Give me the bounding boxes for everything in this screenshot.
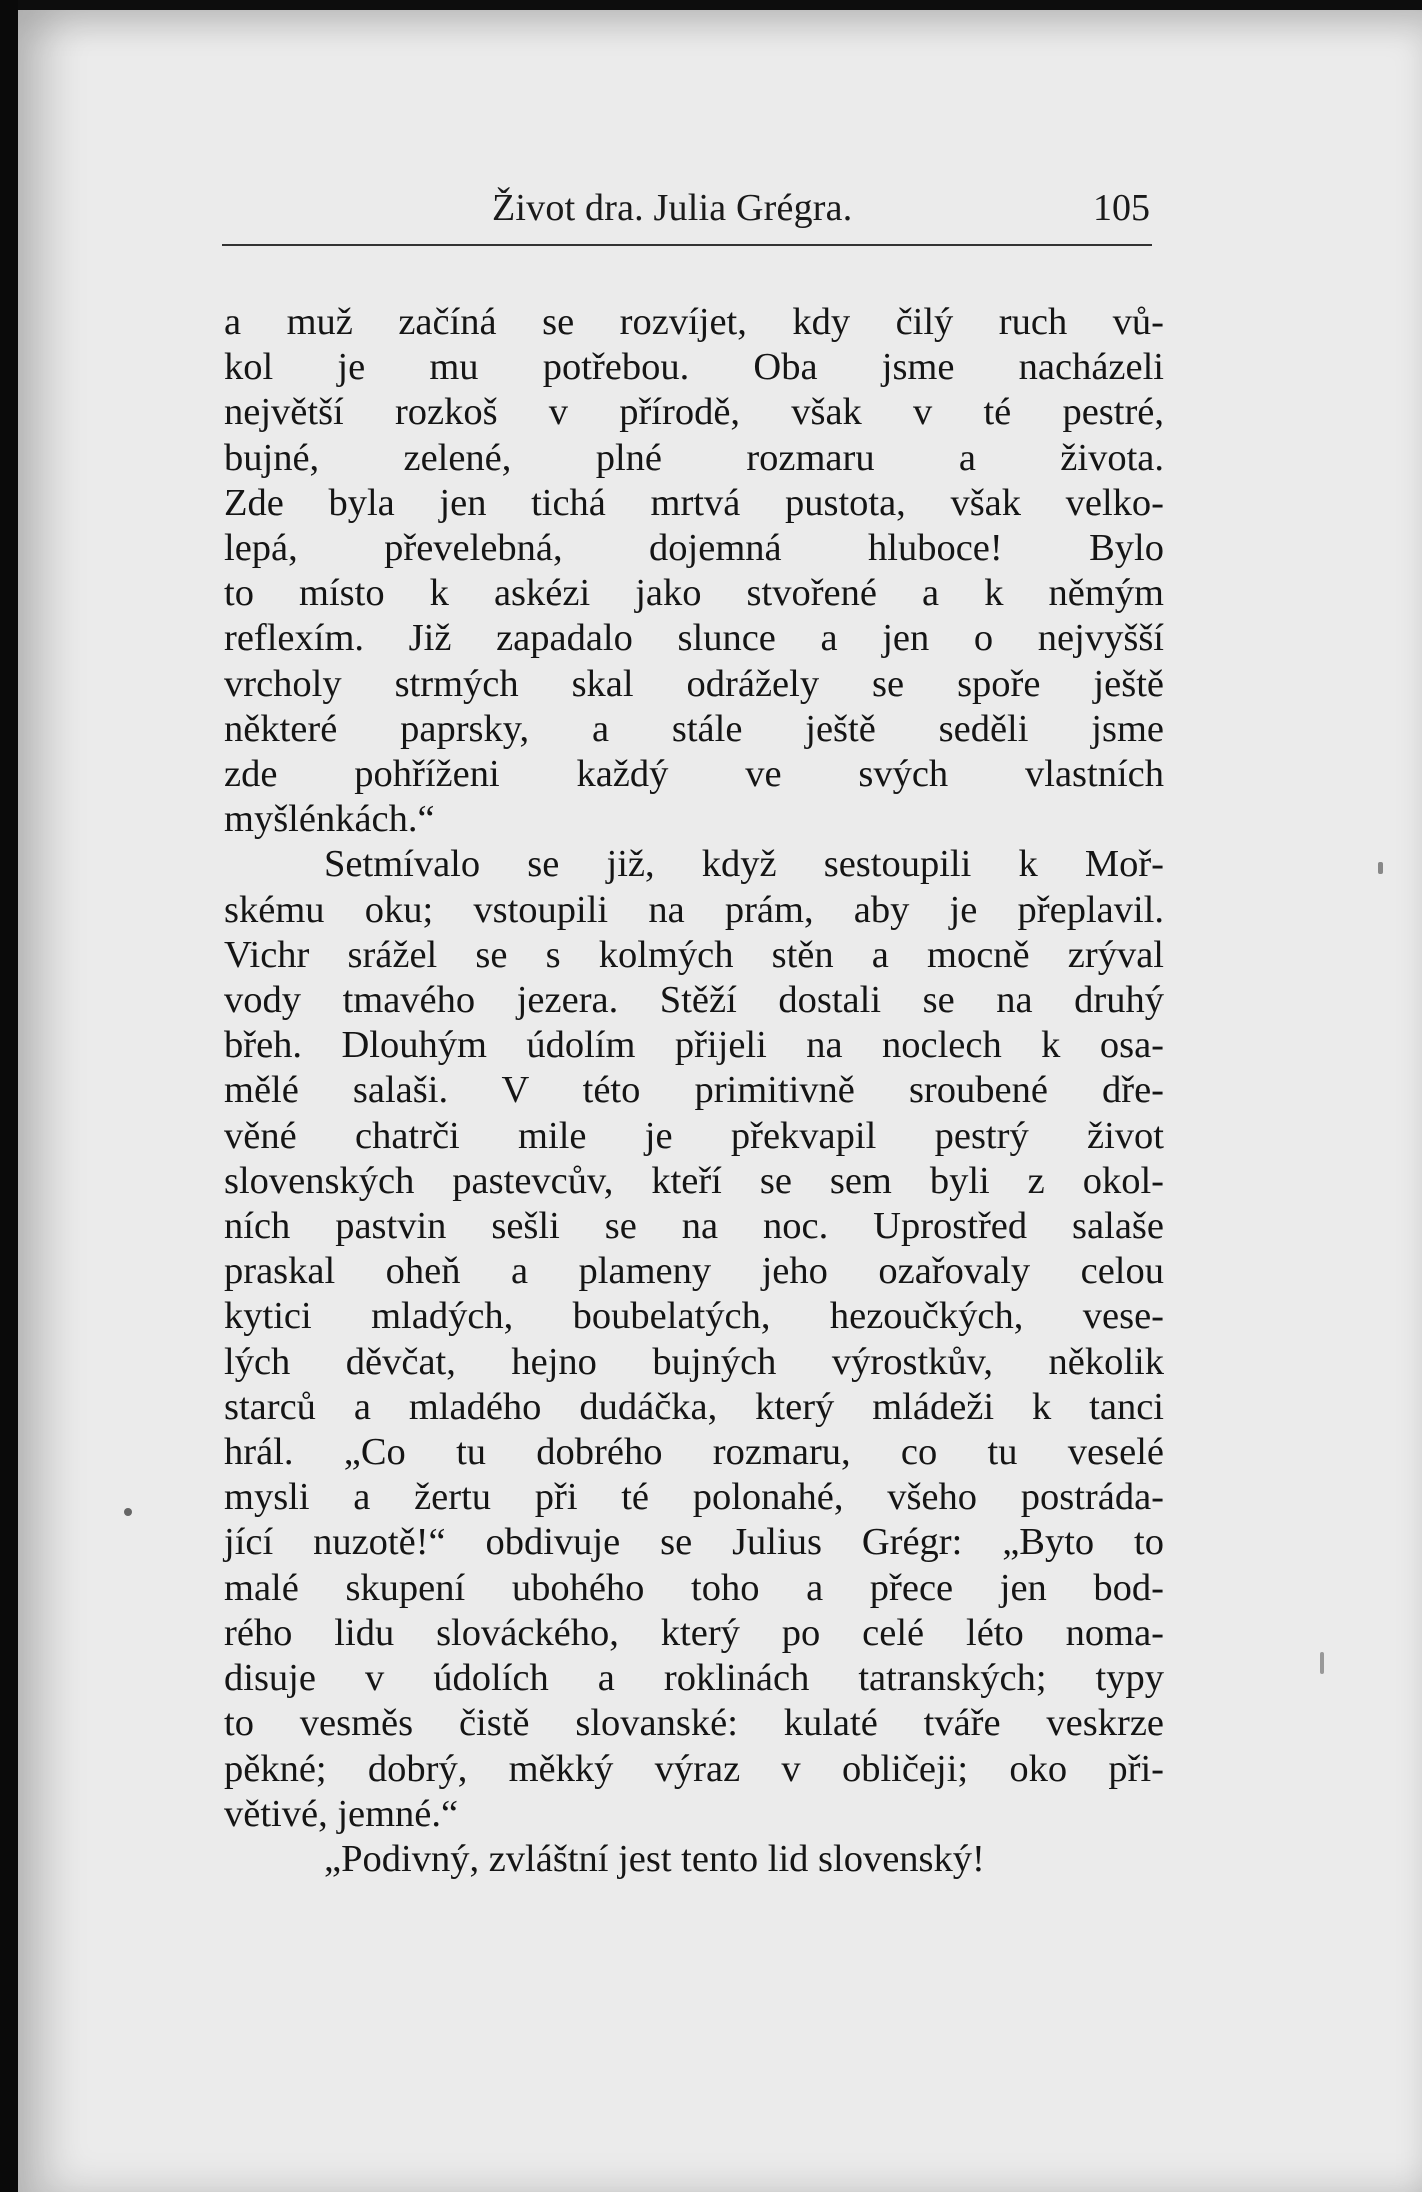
text-line: bujné, zelené, plné rozmaru a života. <box>224 436 1164 479</box>
running-title: Život dra. Julia Grégra. <box>492 187 853 229</box>
text-line: největší rozkoš v přírodě, však v té pestré, <box>224 391 1164 434</box>
text-line: zde pohříženi každý ve svých vlastních <box>224 753 1164 796</box>
text-line: myšlénkách.“ <box>224 798 435 841</box>
scan-border <box>0 0 18 2192</box>
text-line: vody tmavého jezera. Stěží dostali se na druhý <box>224 979 1164 1022</box>
text-line: to vesměs čistě slovanské: kulaté tváře veskrze <box>224 1702 1164 1745</box>
text-line: slovenských pastevcův, kteří se sem byli z okol- <box>224 1159 1164 1202</box>
text-line: rého lidu slováckého, který po celé léto noma- <box>224 1611 1164 1654</box>
text-line: Vichr srážel se s kolmých stěn a mocně zrýval <box>224 933 1164 976</box>
text-line: lých děvčat, hejno bujných výrostkův, několik <box>224 1340 1164 1383</box>
page-number: 105 <box>1093 187 1150 229</box>
text-line: lepá, převelebná, dojemná hluboce! Bylo <box>224 527 1164 570</box>
body-text <box>224 300 1164 1882</box>
text-line: reflexím. Již zapadalo slunce a jen o nejvyšší <box>224 617 1164 660</box>
text-line: věné chatrči mile je překvapil pestrý život <box>224 1114 1164 1157</box>
text-line: disuje v údolích a roklinách tatranských; typy <box>224 1657 1164 1700</box>
text-line: hrál. „Co tu dobrého rozmaru, co tu veselé <box>224 1431 1164 1474</box>
text-line: mysli a žertu při té polonahé, všeho postráda- <box>224 1476 1164 1519</box>
text-line: a muž začíná se rozvíjet, kdy čilý ruch vů- <box>224 301 1164 343</box>
text-line: jící nuzotě!“ obdivuje se Julius Grégr: „Byto to <box>224 1521 1164 1564</box>
text-line: kytici mladých, boubelatých, hezoučkých, vese- <box>224 1295 1164 1338</box>
text-line: vrcholy strmých skal odrážely se spoře ještě <box>224 662 1164 705</box>
scan-speck <box>1378 862 1383 874</box>
text-line: „Podivný, zvláštní jest tento lid slovenský! <box>324 1837 985 1880</box>
text-line: Setmívalo se již, když sestoupili k Moř- <box>324 843 1164 886</box>
text-line: větivé, jemné.“ <box>224 1792 459 1835</box>
scan-speck <box>124 1508 132 1516</box>
scan-speck <box>1320 1652 1324 1674</box>
text-line: praskal oheň a plameny jeho ozařovaly celou <box>224 1250 1164 1293</box>
text-line: kol je mu potřebou. Oba jsme nacházeli <box>224 346 1164 389</box>
text-line: Zde byla jen tichá mrtvá pustota, však velko- <box>224 481 1164 524</box>
text-line: pěkné; dobrý, měkký výraz v obličeji; oko při- <box>224 1747 1164 1790</box>
text-line: ních pastvin sešli se na noc. Uprostřed salaše <box>224 1205 1164 1248</box>
page-header <box>222 184 1152 246</box>
text-line: některé paprsky, a stále ještě seděli jsme <box>224 707 1164 750</box>
text-line: to místo k askézi jako stvořené a k němým <box>224 572 1164 615</box>
text-line: břeh. Dlouhým údolím přijeli na noclech k osa- <box>224 1024 1164 1067</box>
text-line: skému oku; vstoupili na prám, aby je přeplavil. <box>224 888 1164 931</box>
text-line: malé skupení ubohého toho a přece jen bod- <box>224 1566 1164 1609</box>
text-line: starců a mladého dudáčka, který mládeži k tanci <box>224 1385 1164 1428</box>
text-line: mělé salaši. V této primitivně sroubené dře- <box>224 1069 1164 1112</box>
